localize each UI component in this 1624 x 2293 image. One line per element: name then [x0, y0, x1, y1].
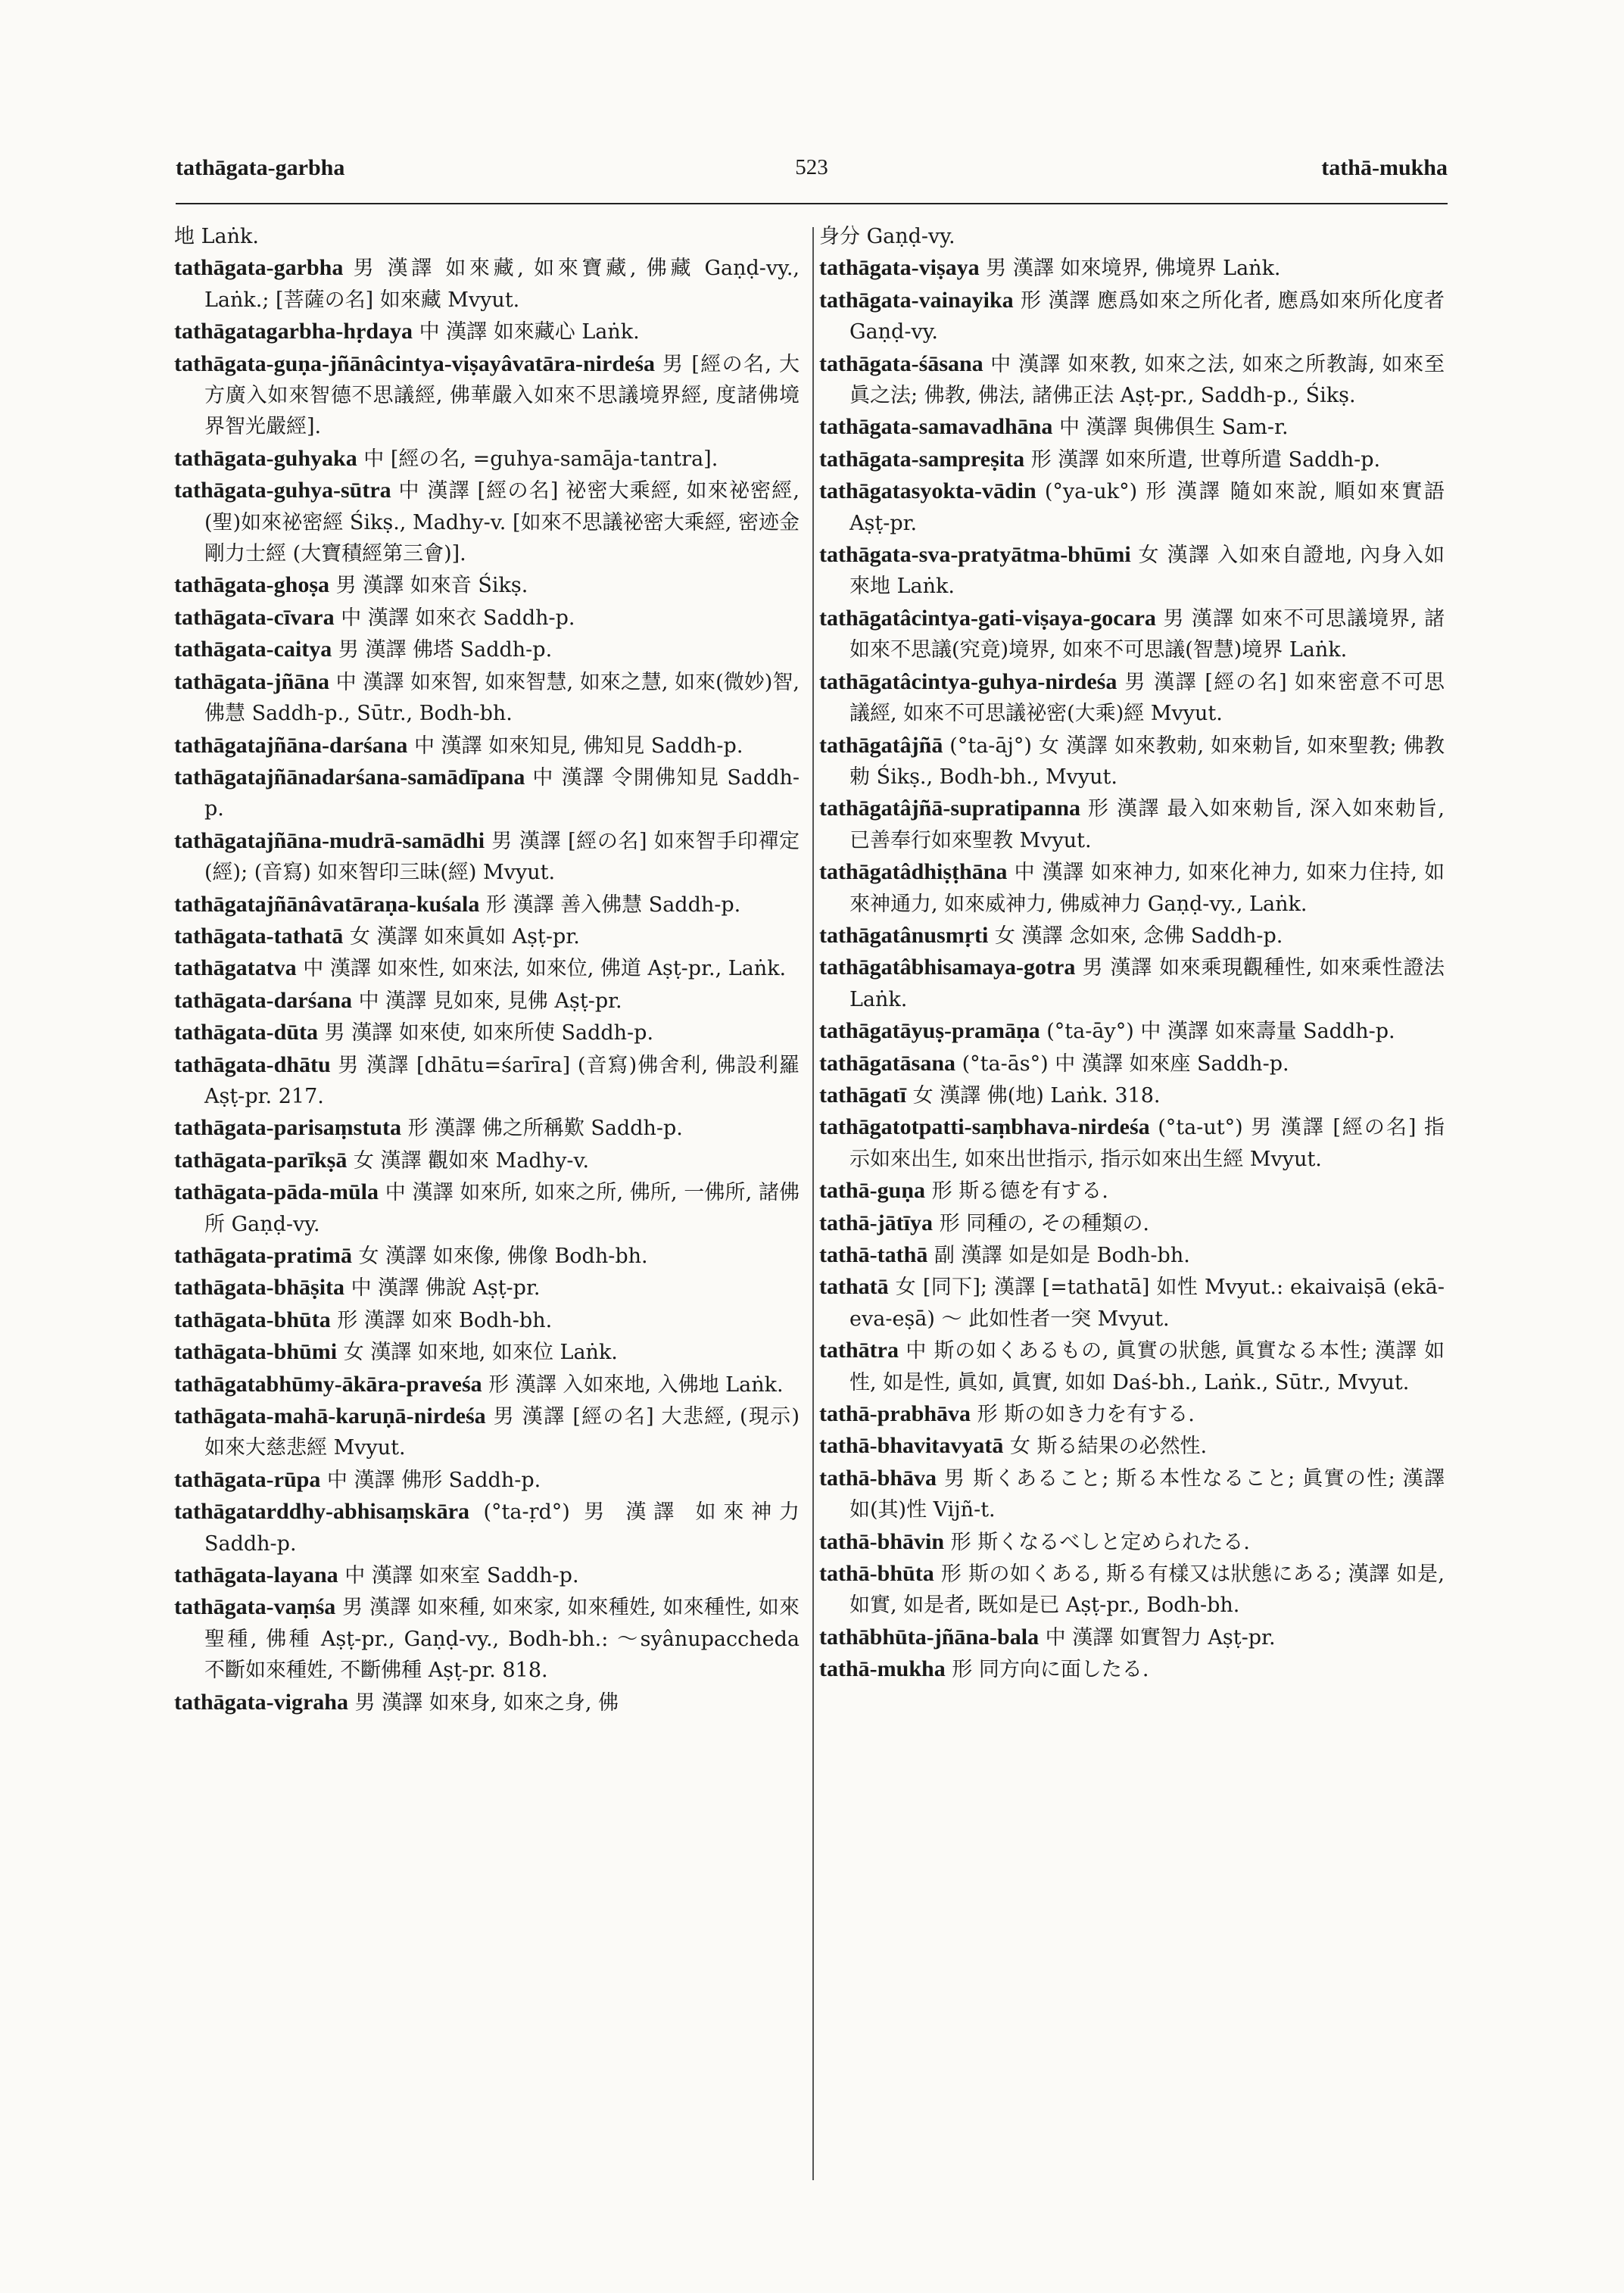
dictionary-entry — [819, 1207, 1445, 1239]
entry-headword: tathāgatâjñā — [819, 732, 943, 758]
entry-definition: 中 斯の如くあるもの, 眞實の狀態, 眞實なる本性; 漢譯 如性, 如是性, 眞如, 眞實, 如如 Daś-bh., Laṅk., Sūtr., Mvyut. — [849, 1339, 1445, 1394]
dictionary-entry — [174, 1145, 800, 1176]
entry-headword: tathāgata-vaṃśa — [174, 1594, 336, 1620]
entry-definition: 男 漢譯 如來藏, 如來寶藏, 佛藏 Gaṇḍ-vy., Laṅk.; [菩薩の名] 如來藏 Mvyut. — [204, 257, 800, 312]
entry-definition: 中 漢譯 [經の名] 祕密大乘經, 如來祕密經, (聖)如來祕密經 Śikṣ., Madhy-v. [如來不思議祕密大乘經, 密迹金剛力士經 (大寶積經第三會)]. — [204, 479, 800, 566]
entry-headword: tathāgatajñāna-darśana — [174, 732, 408, 758]
running-head-right: tathā-mukha — [1321, 155, 1448, 180]
dictionary-entry — [819, 1175, 1445, 1207]
entry-headword: tathāgatāsana — [819, 1050, 956, 1076]
dictionary-entry — [819, 666, 1445, 730]
entry-definition: 形 同方向に面したる. — [945, 1658, 1149, 1682]
dictionary-entry — [174, 921, 800, 952]
entry-definition: 形 同種の, その種類の. — [932, 1211, 1149, 1235]
dictionary-entry — [174, 475, 800, 569]
entry-headword: tathāgata-parīkṣā — [174, 1147, 348, 1173]
entry-headword: tathābhūta-jñāna-bala — [819, 1624, 1040, 1650]
entry-definition: 身分 Gaṇḍ-vy. — [819, 225, 955, 248]
dictionary-entry — [174, 1591, 800, 1686]
dictionary-entry — [174, 569, 800, 601]
entry-definition: 形 斯くなるべしと定められたる. — [944, 1530, 1250, 1554]
entry-headword: tathāgata-pāda-mūla — [174, 1179, 379, 1205]
entry-headword: tathāgata-guhyaka — [174, 445, 357, 471]
dictionary-entry — [174, 1369, 800, 1400]
dictionary-entry — [819, 1015, 1445, 1047]
dictionary-entry — [174, 666, 800, 730]
entry-headword: tathā-jātīya — [819, 1210, 933, 1235]
dictionary-entry — [819, 1398, 1445, 1430]
right-column — [819, 221, 1445, 1686]
dictionary-entry — [819, 475, 1445, 539]
dictionary-entry — [819, 252, 1445, 284]
entry-headword: tathāgata-layana — [174, 1562, 338, 1588]
dictionary-entry — [819, 1080, 1445, 1111]
entry-headword: tathāgata-garbha — [174, 255, 344, 281]
dictionary-entry — [174, 1464, 800, 1496]
entry-definition: 形 漢譯 入如來地, 入佛地 Laṅk. — [482, 1372, 784, 1397]
entry-headword: tathāgata-guhya-sūtra — [174, 478, 391, 503]
dictionary-entry — [174, 985, 800, 1017]
dictionary-entry — [174, 1687, 800, 1718]
entry-definition: 女 漢譯 佛(地) Laṅk. 318. — [906, 1083, 1161, 1108]
column-divider — [812, 227, 814, 2180]
dictionary-entry — [174, 1240, 800, 1272]
entry-definition: 男 漢譯 如來不可思議境界, 諸如來不思議(究竟)境界, 如來不可思議(智慧)境界 Laṅk. — [849, 606, 1445, 662]
running-head-left: tathāgata-garbha — [176, 155, 345, 180]
entry-definition: (°ta-ās°) 中 漢譯 如來座 Saddh-p. — [955, 1051, 1289, 1076]
dictionary-entry — [819, 1526, 1445, 1558]
dictionary-entry — [174, 1176, 800, 1240]
entry-definition: 男 漢譯 [經の名] 大悲經, (現示)如來大慈悲經 Mvyut. — [204, 1405, 800, 1460]
entry-definition: 女 漢譯 觀如來 Madhy-v. — [347, 1148, 590, 1173]
dictionary-entry — [174, 730, 800, 762]
entry-headword: tathāgata-darśana — [174, 987, 353, 1013]
entry-definition: 中 漢譯 令開佛知見 Saddh-p. — [204, 765, 800, 821]
entry-definition: 中 漢譯 如來神力, 如來化神力, 如來力住持, 如來神通力, 如來威神力, 佛威神力 Gaṇḍ-vy., Laṅk. — [849, 861, 1445, 916]
entry-headword: tathāgata-rūpa — [174, 1466, 321, 1492]
entry-headword: tathāgatī — [819, 1082, 906, 1108]
dictionary-entry — [819, 1463, 1445, 1526]
entry-headword: tathā-bhūta — [819, 1561, 934, 1587]
page-number: 523 — [795, 155, 828, 179]
entry-definition: 中 漢譯 與佛俱生 Sam-r. — [1052, 416, 1289, 440]
entry-definition: 女 漢譯 如來地, 如來位 Laṅk. — [337, 1341, 618, 1365]
entry-headword: tathā-bhāvin — [819, 1528, 945, 1554]
entry-headword: tathāgata-viṣaya — [819, 255, 980, 281]
entry-headword: tathāgatāyuṣ-pramāṇa — [819, 1018, 1040, 1044]
dictionary-entry — [174, 825, 800, 889]
dictionary-entry — [819, 1271, 1445, 1335]
dictionary-entry — [174, 252, 800, 316]
entry-definition: 中 漢譯 如來衣 Saddh-p. — [334, 606, 575, 630]
entry-definition: 中 漢譯 如來室 Saddh-p. — [338, 1564, 579, 1588]
entry-definition: (°ta-āy°) 中 漢譯 如來壽量 Saddh-p. — [1040, 1020, 1395, 1044]
entry-definition: 中 漢譯 如來所, 如來之所, 佛所, 一佛所, 諸佛所 Gaṇḍ-vy. — [204, 1181, 800, 1236]
entry-definition: 男 漢譯 如來身, 如來之身, 佛 — [348, 1690, 619, 1715]
entry-headword: tathā-guṇa — [819, 1178, 926, 1204]
entry-headword: tathāgatotpatti-saṃbhava-nirdeśa — [819, 1114, 1150, 1140]
entry-headword: tathāgata-sampreṣita — [819, 446, 1025, 472]
entry-definition: (°ta-ut°) 男 漢譯 [經の名] 指示如來出生, 如來出世指示, 指示如來出生經 Mvyut. — [849, 1116, 1445, 1171]
left-column — [174, 221, 800, 1718]
entry-headword: tathāgata-vigraha — [174, 1689, 348, 1715]
entry-headword: tathāgatajñānadarśana-samādīpana — [174, 764, 525, 790]
dictionary-entry — [174, 1049, 800, 1113]
entry-definition: 中 漢譯 如來知見, 佛知見 Saddh-p. — [407, 734, 743, 758]
dictionary-entry — [174, 348, 800, 443]
entry-headword: tathātra — [819, 1338, 899, 1363]
dictionary-entry — [174, 1017, 800, 1048]
dictionary-entry — [819, 793, 1445, 856]
entry-definition: 形 斯る德を有する. — [925, 1179, 1108, 1204]
entry-definition: 形 漢譯 應爲如來之所化者, 應爲如來所化度者 Gaṇḍ-vy. — [849, 288, 1445, 344]
dictionary-entry — [819, 1335, 1445, 1398]
entry-definition: 形 斯の如き力を有する. — [971, 1403, 1195, 1427]
page-header — [176, 155, 1448, 185]
entry-headword: tathāgatasyokta-vādin — [819, 478, 1036, 504]
entry-definition: 形 漢譯 善入佛慧 Saddh-p. — [479, 893, 741, 917]
dictionary-entry — [819, 411, 1445, 443]
entry-headword: tathāgatajñāna-mudrā-samādhi — [174, 827, 485, 853]
entry-definition: 形 漢譯 如來 Bodh-bh. — [330, 1308, 553, 1332]
dictionary-entry — [174, 602, 800, 634]
dictionary-entry — [174, 1336, 800, 1368]
entry-definition: 地 Laṅk. — [174, 225, 259, 248]
dictionary-entry — [174, 1559, 800, 1591]
entry-headword: tathāgatâcintya-guhya-nirdeśa — [819, 668, 1117, 694]
entry-headword: tathā-mukha — [819, 1656, 946, 1682]
header-rule — [176, 203, 1448, 204]
entry-definition: 中 漢譯 佛形 Saddh-p. — [320, 1468, 541, 1492]
entry-headword: tathāgatagarbha-hṛdaya — [174, 319, 413, 344]
dictionary-entry — [174, 221, 800, 252]
entry-definition: (°ta-āj°) 女 漢譯 如來教勅, 如來勅旨, 如來聖教; 佛教勅 Śikṣ., Bodh-bh., Mvyut. — [849, 734, 1445, 789]
dictionary-entry — [819, 730, 1445, 793]
entry-headword: tathāgatarddhy-abhisaṃskāra — [174, 1499, 470, 1525]
entry-definition: 男 漢譯 如來音 Śikṣ. — [329, 574, 528, 598]
entry-headword: tathāgatâjñā-supratipanna — [819, 796, 1081, 821]
entry-headword: tathāgata-vainayika — [819, 287, 1014, 313]
dictionary-entry — [819, 1653, 1445, 1685]
entry-headword: tathāgatabhūmy-ākāra-praveśa — [174, 1371, 482, 1397]
dictionary-entry — [819, 856, 1445, 920]
entry-headword: tathāgata-mahā-karuṇā-nirdeśa — [174, 1404, 486, 1429]
entry-headword: tathāgata-samavadhāna — [819, 414, 1053, 440]
entry-definition: 男 漢譯 如來種, 如來家, 如來種姓, 如來種性, 如來聖種, 佛種 Aṣṭ-pr., Gaṇḍ-vy., Bodh-bh.: ～syânupaccheda 不斷如來種姓, 不斷佛種 Aṣṭ-pr. 818. — [204, 1596, 800, 1683]
entry-headword: tathāgata-jñāna — [174, 668, 330, 694]
entry-headword: tathāgata-parisaṃstuta — [174, 1115, 401, 1141]
entry-definition: 中 漢譯 佛說 Aṣṭ-pr. — [344, 1276, 541, 1301]
entry-definition: 中 漢譯 如實智力 Aṣṭ-pr. — [1039, 1625, 1276, 1650]
entry-definition: 女 [同下]; 漢譯 [=tathatā] 如性 Mvyut.: ekaivaiṣā (ekā-eva-eṣā) ～ 此如性者一突 Mvyut. — [849, 1276, 1445, 1331]
dictionary-entry — [174, 443, 800, 475]
entry-definition: 男 漢譯 [dhātu=śarīra] (音寫)佛舍利, 佛設利羅 Aṣṭ-pr. 217. — [204, 1053, 800, 1108]
dictionary-entry — [174, 316, 800, 347]
entry-headword: tathāgata-śāsana — [819, 350, 983, 376]
dictionary-entry — [819, 1111, 1445, 1175]
entry-definition: 男 漢譯 佛塔 Saddh-p. — [332, 638, 553, 662]
entry-definition: 男 漢譯 如來乘現觀種性, 如來乘性證法 Laṅk. — [849, 956, 1445, 1011]
entry-headword: tathāgata-bhūmi — [174, 1339, 338, 1365]
dictionary-entry — [174, 1496, 800, 1559]
entry-headword: tathāgatâbhisamaya-gotra — [819, 955, 1076, 980]
entry-definition: 中 漢譯 如來教, 如來之法, 如來之所教誨, 如來至眞之法; 佛教, 佛法, 諸佛正法 Aṣṭ-pr., Saddh-p., Śikṣ. — [849, 352, 1445, 408]
entry-headword: tathā-prabhāva — [819, 1401, 971, 1427]
entry-definition: 形 斯の如くある, 斯る有樣又は狀態にある; 漢譯 如是, 如實, 如是者, 既如是已 Aṣṭ-pr., Bodh-bh. — [849, 1562, 1445, 1618]
entry-headword: tathāgata-cīvara — [174, 604, 335, 630]
entry-definition: 男 漢譯 如來境界, 佛境界 Laṅk. — [979, 257, 1281, 281]
entry-headword: tathāgata-dhātu — [174, 1051, 331, 1077]
entry-headword: tathāgatâcintya-gati-viṣaya-gocara — [819, 605, 1156, 631]
entry-definition: (°ta-ṛd°) 男 漢譯 如來神力 Saddh-p. — [204, 1500, 800, 1556]
dictionary-entry — [174, 1304, 800, 1336]
entry-headword: tathāgatatva — [174, 955, 297, 981]
entry-headword: tathā-tathā — [819, 1242, 928, 1267]
dictionary-entry — [174, 1400, 800, 1464]
dictionary-entry — [174, 634, 800, 665]
dictionary-entry — [819, 920, 1445, 952]
entry-definition: 男 [經の名, 大方廣入如來智德不思議經, 佛華嚴入如來不思議境界經, 度諸佛境界智光嚴經]. — [204, 352, 800, 439]
entry-headword: tathā-bhāva — [819, 1465, 937, 1491]
entry-definition: 中 漢譯 如來智, 如來智慧, 如來之慧, 如來(微妙)智, 佛慧 Saddh-p., Sūtr., Bodh-bh. — [204, 670, 800, 726]
entry-definition: 男 斯くあること; 斯る本性なること; 眞實の性; 漢譯 如(其)性 Vijñ-t. — [849, 1466, 1445, 1522]
dictionary-entry — [819, 603, 1445, 666]
dictionary-entry — [819, 1430, 1445, 1462]
dictionary-entry — [819, 285, 1445, 348]
entry-headword: tathāgata-guṇa-jñānâcintya-viṣayâvatāra-nirdeśa — [174, 350, 655, 376]
entry-headword: tathāgata-bhūta — [174, 1307, 331, 1332]
entry-definition: 副 漢譯 如是如是 Bodh-bh. — [927, 1244, 1190, 1267]
entry-headword: tathatā — [819, 1274, 889, 1300]
entry-definition: 中 漢譯 見如來, 見佛 Aṣṭ-pr. — [352, 989, 622, 1013]
dictionary-entry — [174, 889, 800, 921]
entry-definition: 中 漢譯 如來性, 如來法, 如來位, 佛道 Aṣṭ-pr., Laṅk. — [296, 957, 787, 981]
entry-headword: tathāgata-pratimā — [174, 1243, 352, 1268]
entry-definition: 男 漢譯 [經の名] 如來智手印禪定(經); (音寫) 如來智印三昧(經) Mvyut. — [204, 829, 800, 885]
dictionary-entry — [174, 1112, 800, 1144]
entry-definition: 女 斯る結果の必然性. — [1003, 1435, 1208, 1459]
dictionary-entry — [174, 762, 800, 825]
entry-definition: 中 漢譯 如來藏心 Laṅk. — [413, 320, 640, 344]
dictionary-entry — [819, 348, 1445, 412]
dictionary-entry — [819, 1622, 1445, 1653]
entry-definition: 中 [經の名, =guhya-samāja-tantra]. — [357, 447, 718, 471]
entry-headword: tathāgatâdhiṣṭhāna — [819, 859, 1008, 885]
entry-headword: tathāgata-ghoṣa — [174, 572, 330, 598]
entry-definition: 形 漢譯 佛之所稱歎 Saddh-p. — [401, 1117, 683, 1141]
dictionary-entry — [174, 1272, 800, 1304]
entry-headword: tathāgata-caitya — [174, 637, 332, 662]
entry-definition: 形 漢譯 如來所遣, 世尊所遣 Saddh-p. — [1024, 447, 1381, 472]
dictionary-entry — [819, 221, 1445, 252]
dictionary-entry — [819, 1558, 1445, 1622]
dictionary-entry — [819, 952, 1445, 1015]
entry-headword: tathāgata-bhāṣita — [174, 1275, 345, 1301]
entry-definition: 女 漢譯 入如來自證地, 內身入如來地 Laṅk. — [849, 544, 1445, 599]
dictionary-entry — [819, 444, 1445, 475]
dictionary-entry — [819, 1048, 1445, 1080]
entry-definition: 女 漢譯 念如來, 念佛 Saddh-p. — [988, 924, 1283, 948]
entry-definition: 形 漢譯 最入如來勅旨, 深入如來勅旨, 已善奉行如來聖教 Mvyut. — [849, 797, 1445, 852]
dictionary-entry — [174, 952, 800, 984]
entry-headword: tathāgatajñānâvatāraṇa-kuśala — [174, 891, 480, 917]
entry-headword: tathāgatânusmṛti — [819, 922, 989, 948]
entry-definition: 女 漢譯 如來眞如 Aṣṭ-pr. — [343, 924, 580, 949]
entry-headword: tathāgata-dūta — [174, 1020, 319, 1045]
entry-headword: tathā-bhavitavyatā — [819, 1433, 1004, 1459]
entry-definition: 男 漢譯 [經の名] 如來密意不可思議經, 如來不可思議祕密(大乘)經 Mvyut. — [849, 670, 1445, 726]
dictionary-entry — [819, 1239, 1445, 1271]
entry-headword: tathāgata-tathatā — [174, 923, 344, 949]
entry-definition: 女 漢譯 如來像, 佛像 Bodh-bh. — [351, 1245, 648, 1268]
dictionary-entry — [819, 539, 1445, 603]
entry-definition: 男 漢譯 如來使, 如來所使 Saddh-p. — [318, 1021, 654, 1045]
entry-definition: (°ya-uk°) 形 漢譯 隨如來說, 順如來實語 Aṣṭ-pr. — [849, 480, 1445, 535]
entry-headword: tathāgata-sva-pratyātma-bhūmi — [819, 542, 1131, 568]
